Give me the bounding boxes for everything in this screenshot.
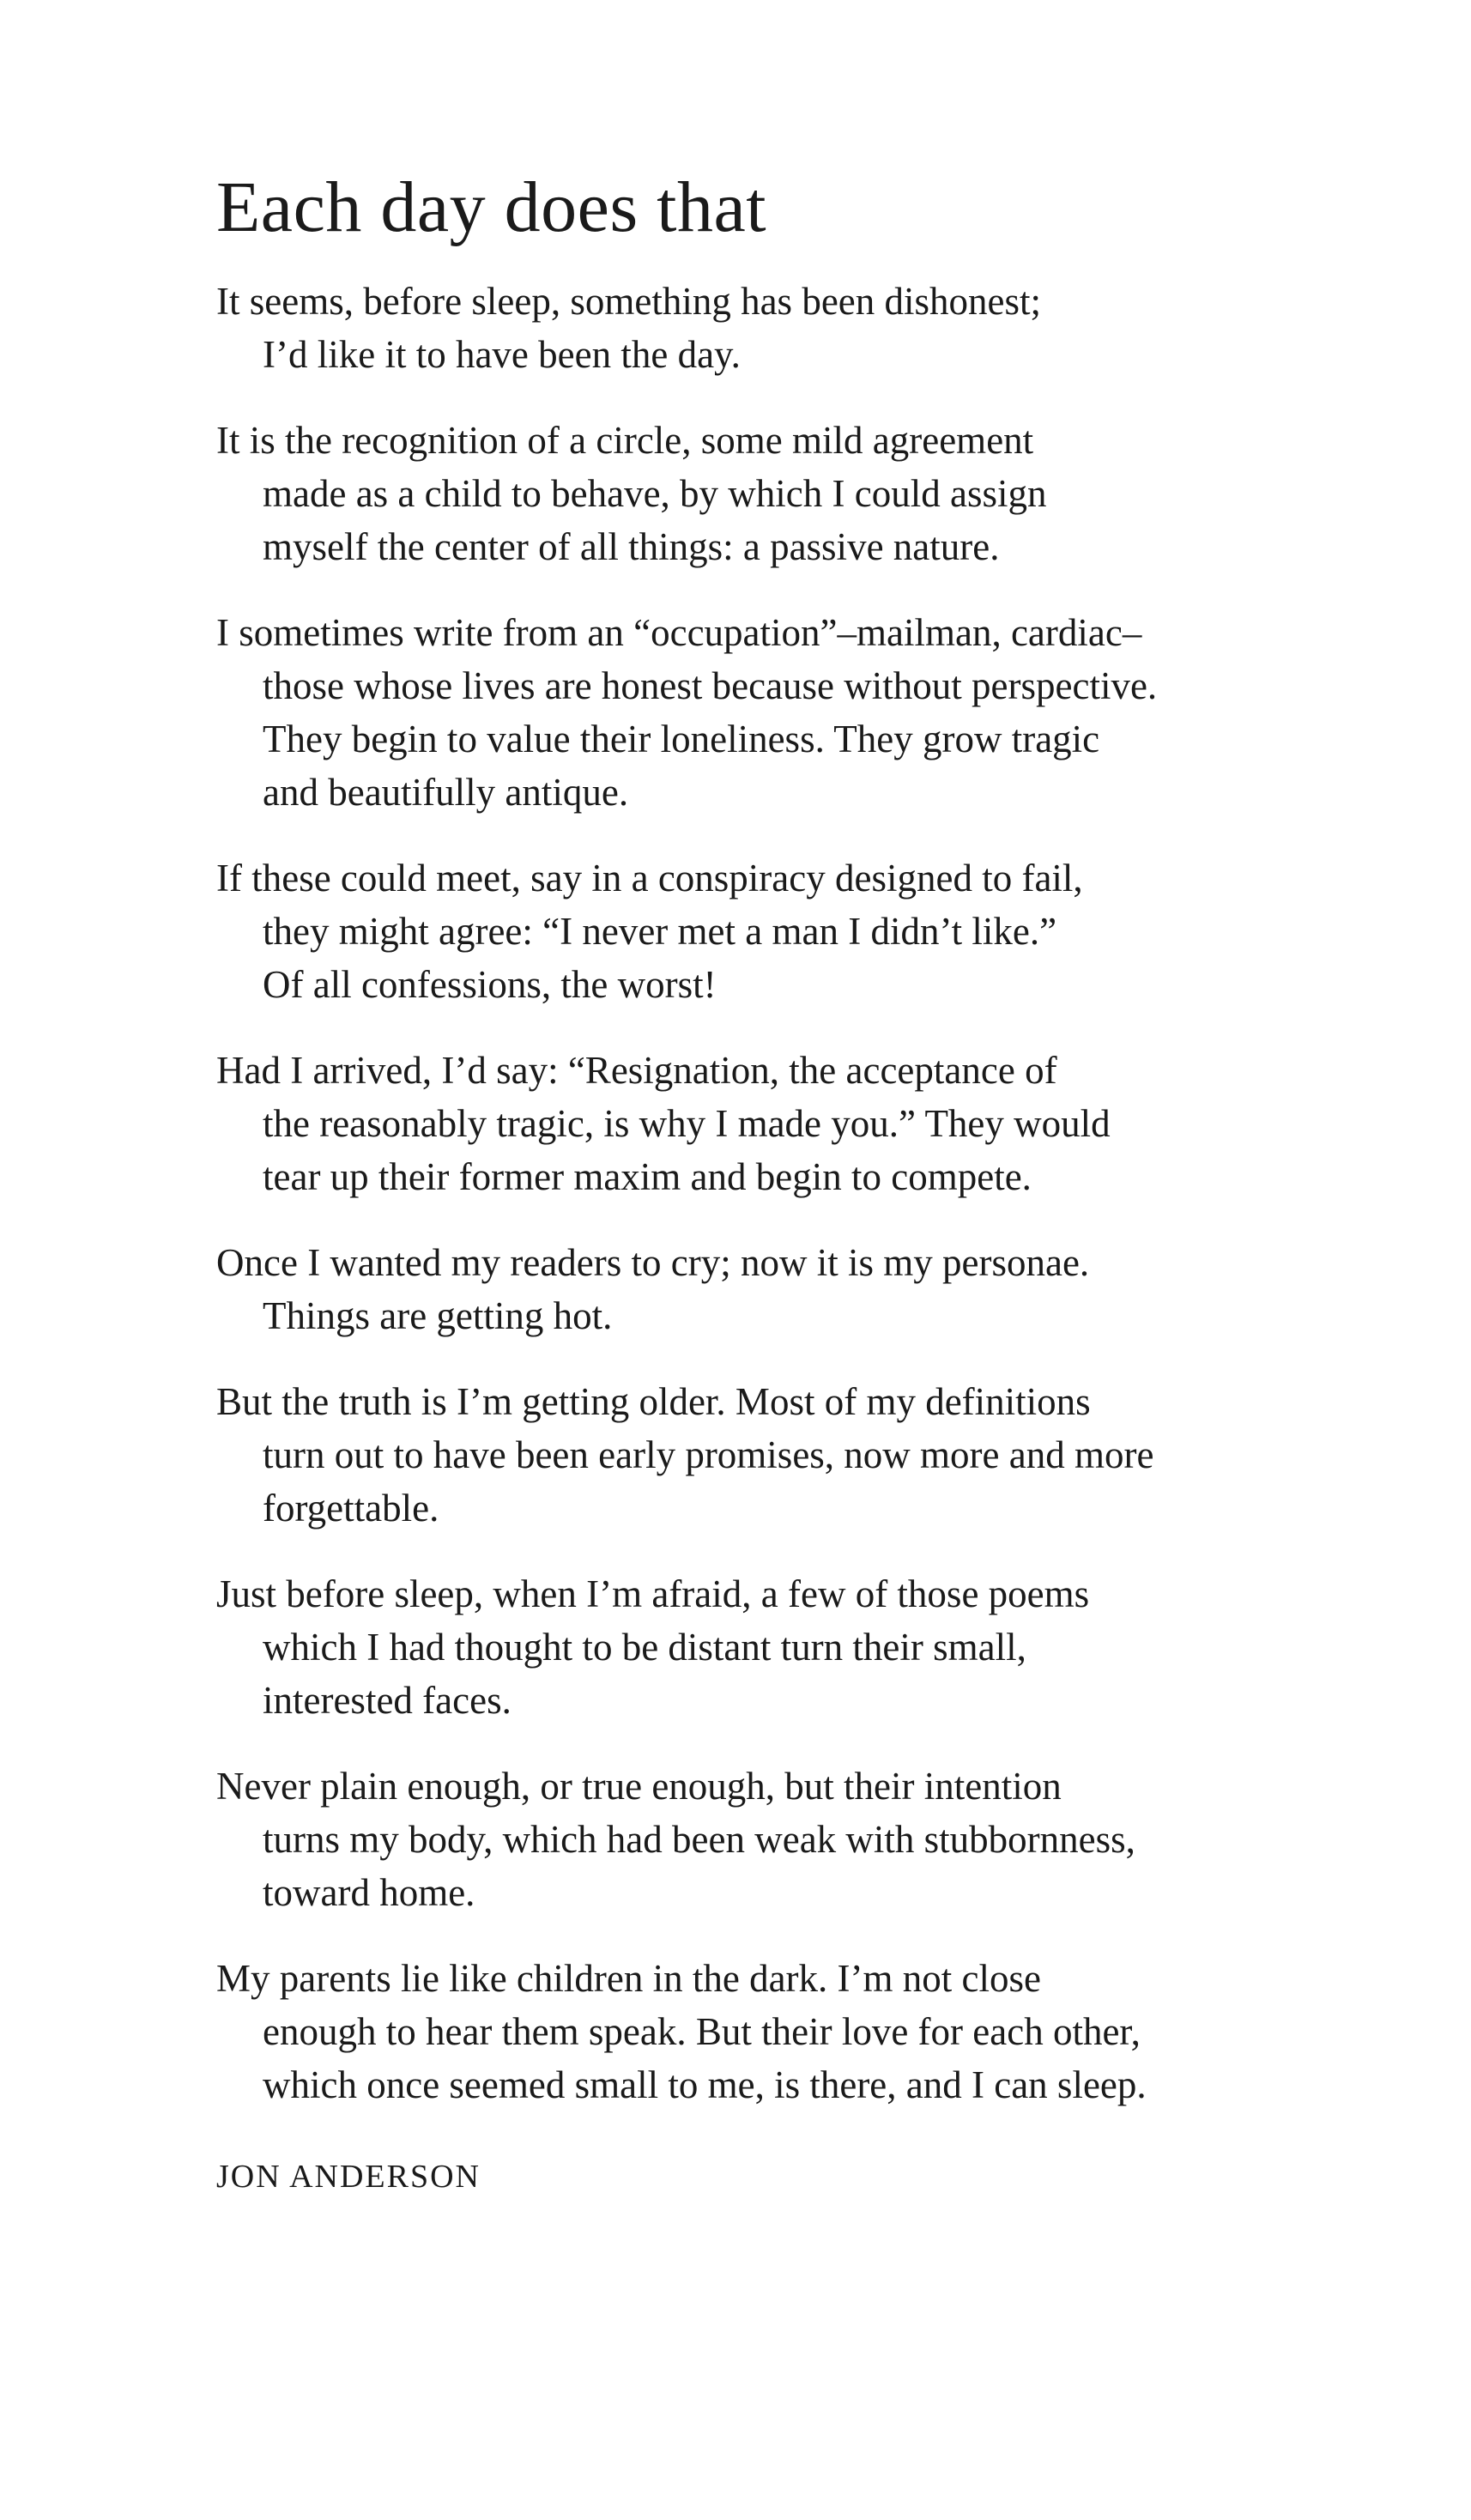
poem-line: enough to hear them speak. But their love for each other,: [263, 2010, 1141, 2053]
stanza: [216, 414, 1332, 573]
poem-line: Things are getting hot.: [263, 1294, 613, 1337]
poem-line: they might agree: “I never met a man I didn’t like.”: [263, 910, 1057, 953]
poem-line: Just before sleep, when I’m afraid, a few of those poems: [216, 1572, 1090, 1615]
stanza: [216, 1044, 1332, 1203]
poem-line: I’d like it to have been the day.: [263, 333, 741, 376]
poem-line: tear up their former maxim and begin to compete.: [263, 1155, 1032, 1198]
poem-line: the reasonably tragic, is why I made you.” They would: [263, 1102, 1111, 1145]
poem-line: I sometimes write from an “occupation”–mailman, cardiac–: [216, 611, 1142, 654]
poem-line: which once seemed small to me, is there, and I can sleep.: [263, 2063, 1147, 2106]
poem-line: turn out to have been early promises, now more and more: [263, 1433, 1154, 1476]
poem-line: those whose lives are honest because without perspective.: [263, 664, 1158, 707]
stanza: [216, 275, 1332, 381]
poem-line: interested faces.: [263, 1679, 512, 1722]
stanza: [216, 606, 1332, 819]
poem-page: [216, 167, 1332, 2196]
author-name: JON ANDERSON: [216, 2159, 481, 2195]
poem-line: turns my body, which had been weak with stubbornness,: [263, 1818, 1135, 1861]
poem-line: Of all confessions, the worst!: [263, 963, 717, 1006]
poem-line: made as a child to behave, by which I could assign: [263, 472, 1047, 515]
stanza: [216, 1952, 1332, 2111]
poem-title: Each day does that: [216, 167, 767, 247]
poem-line: But the truth is I’m getting older. Most of my definitions: [216, 1380, 1091, 1423]
poem-line: myself the center of all things: a passive nature.: [263, 525, 1000, 568]
stanza: [216, 1760, 1332, 1919]
poem-line: It seems, before sleep, something has been dishonest;: [216, 280, 1042, 323]
poem-line: forgettable.: [263, 1487, 439, 1530]
poem-line: They begin to value their loneliness. They grow tragic: [263, 718, 1100, 760]
poem-line: Had I arrived, I’d say: “Resignation, the acceptance of: [216, 1049, 1057, 1092]
poem-line: Once I wanted my readers to cry; now it is my personae.: [216, 1241, 1090, 1284]
poem-line: toward home.: [263, 1871, 475, 1914]
poem-line: My parents lie like children in the dark. I’m not close: [216, 1957, 1041, 2000]
poem-line: which I had thought to be distant turn their small,: [263, 1626, 1026, 1669]
stanza: [216, 851, 1332, 1011]
poem-line: Never plain enough, or true enough, but their intention: [216, 1765, 1062, 1808]
poem-line: and beautifully antique.: [263, 771, 629, 814]
poem-line: If these could meet, say in a conspiracy designed to fail,: [216, 857, 1083, 900]
stanza: [216, 1375, 1332, 1535]
stanza: [216, 1567, 1332, 1727]
stanza: [216, 1236, 1332, 1342]
poem-line: It is the recognition of a circle, some mild agreement: [216, 419, 1034, 462]
